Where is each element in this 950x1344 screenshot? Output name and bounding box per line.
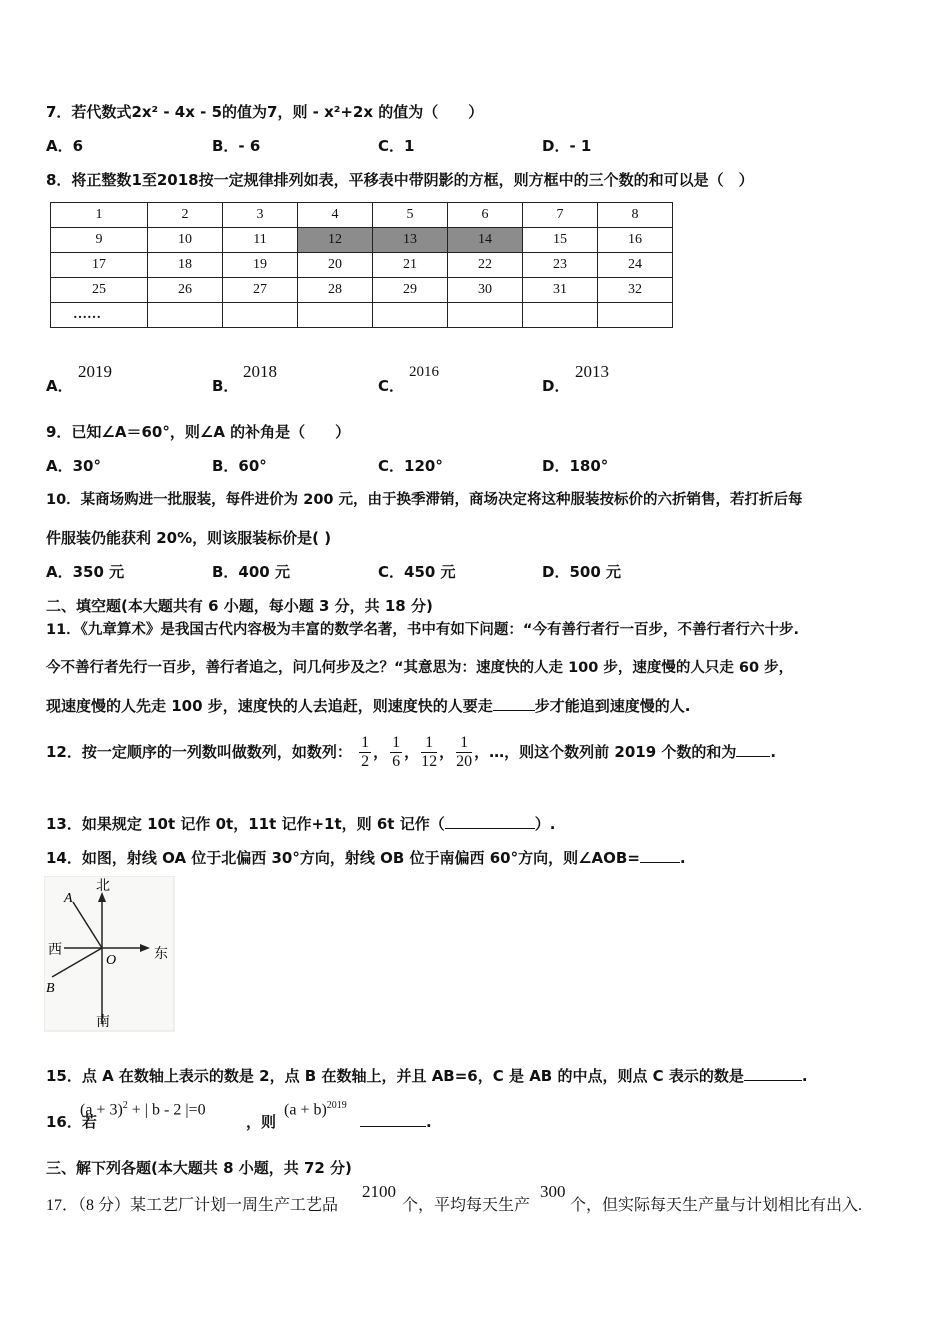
compass-figure bbox=[44, 876, 176, 1032]
fraction-separator: ， bbox=[373, 743, 389, 761]
q12-end: . bbox=[770, 743, 777, 761]
table-cell: 27 bbox=[223, 278, 298, 303]
q7-stem: 7．若代数式2x² - 4x - 5的值为7，则 - x²+2x 的值为（ ） bbox=[46, 103, 484, 121]
table-cell bbox=[373, 303, 448, 328]
fraction-denominator: 6 bbox=[392, 753, 401, 770]
number-table bbox=[50, 202, 673, 328]
q12-suffix: ，…，则这个数列前 2019 个数的和为 bbox=[474, 743, 737, 761]
table-cell bbox=[448, 303, 523, 328]
q9-option-a: A．30° bbox=[46, 457, 101, 475]
q8-option-d-letter: D． bbox=[542, 377, 570, 395]
q14-end: . bbox=[679, 849, 686, 867]
table-cell bbox=[148, 303, 223, 328]
fraction bbox=[359, 734, 371, 771]
q10-line-2: 件服装仍能获利 20%，则该服装标价是( ) bbox=[46, 529, 332, 547]
fraction-separator: ， bbox=[439, 743, 455, 761]
q11-line-3-end: 步才能追到速度慢的人. bbox=[534, 697, 691, 715]
table-cell: 25 bbox=[51, 278, 148, 303]
fraction bbox=[390, 734, 402, 771]
fraction-denominator: 12 bbox=[421, 753, 438, 770]
q17-suffix: 个，但实际每天生产量与计划相比有出入. bbox=[570, 1197, 863, 1214]
point-a-label: A bbox=[64, 891, 73, 906]
q8-option-b-value: 2018 bbox=[243, 362, 277, 381]
shaded-cell: 12 bbox=[298, 228, 373, 253]
q9-option-b: B．60° bbox=[212, 457, 267, 475]
q16-mid: ，则 bbox=[246, 1113, 277, 1131]
q8-stem: 8．将正整数1至2018按一定规律排列如表，平移表中带阴影的方框，则方框中的三个数的和可以是（ ） bbox=[46, 171, 754, 189]
q8-option-b-letter: B． bbox=[212, 377, 239, 395]
q16-target-expression bbox=[284, 1100, 347, 1119]
q12-line bbox=[46, 732, 776, 772]
q7-option-a: A．6 bbox=[46, 137, 84, 155]
table-row bbox=[51, 228, 673, 253]
q8-option-a-value: 2019 bbox=[78, 362, 112, 381]
q8-option-c-letter: C． bbox=[378, 377, 405, 395]
fraction-numerator: 1 bbox=[392, 734, 401, 751]
q17-number-1: 2100 bbox=[362, 1182, 396, 1201]
q9-option-c: C．120° bbox=[378, 457, 443, 475]
table-cell: 15 bbox=[523, 228, 598, 253]
q10-option-b: B．400 元 bbox=[212, 563, 290, 581]
q16-expr-base: (a + 3) bbox=[80, 1101, 123, 1119]
q7-option-c: C．1 bbox=[378, 137, 415, 155]
q15-end: . bbox=[801, 1067, 808, 1085]
table-cell: 8 bbox=[598, 203, 673, 228]
q14-line bbox=[46, 848, 686, 868]
q13-end: ）. bbox=[534, 815, 556, 833]
q10-option-d: D．500 元 bbox=[542, 563, 621, 581]
table-cell: 23 bbox=[523, 253, 598, 278]
q13-text: 13．如果规定 10t 记作 0t，11t 记作+1t，则 6t 记作（ bbox=[46, 815, 445, 833]
q9-option-d: D．180° bbox=[542, 457, 609, 475]
table-cell: 16 bbox=[598, 228, 673, 253]
west-label: 西 bbox=[48, 942, 62, 958]
table-cell: 24 bbox=[598, 253, 673, 278]
q11-line-1: 11．《九章算术》是我国古代内容极为丰富的数学名著，书中有如下问题：“今有善行者行一百步，不善行者行六十步. bbox=[46, 622, 799, 638]
q17-line bbox=[46, 1196, 338, 1216]
shaded-cell: 14 bbox=[448, 228, 523, 253]
table-cell: 2 bbox=[148, 203, 223, 228]
table-cell: 11 bbox=[223, 228, 298, 253]
q10-option-a: A．350 元 bbox=[46, 563, 125, 581]
q7-option-d: D．- 1 bbox=[542, 137, 592, 155]
fraction-numerator: 1 bbox=[456, 734, 472, 753]
q15-line bbox=[46, 1066, 808, 1086]
q16-prefix: 16．若 bbox=[46, 1113, 97, 1131]
table-cell: 26 bbox=[148, 278, 223, 303]
q16-expression bbox=[80, 1100, 206, 1119]
q9-stem: 9．已知∠A＝60°，则∠A 的补角是（ ） bbox=[46, 423, 351, 441]
q16-target-base: (a + b) bbox=[284, 1101, 327, 1119]
q14-text: 14．如图，射线 OA 位于北偏西 30°方向，射线 OB 位于南偏西 60°方向，则∠AOB= bbox=[46, 849, 640, 867]
answer-blank[interactable] bbox=[445, 814, 535, 829]
q17-mid: 个，平均每天生产 bbox=[402, 1197, 531, 1214]
q8-option-c-value: 2016 bbox=[409, 364, 439, 380]
answer-blank[interactable] bbox=[744, 1066, 802, 1081]
q15-text: 15．点 A 在数轴上表示的数是 2，点 B 在数轴上，并且 AB=6，C 是 AB 的中点，则点 C 表示的数是 bbox=[46, 1067, 744, 1085]
q16-expr-exponent: 2 bbox=[122, 1100, 128, 1111]
fraction bbox=[456, 734, 472, 771]
table-cell: 5 bbox=[373, 203, 448, 228]
table-cell: 9 bbox=[51, 228, 148, 253]
q8-option-d-value: 2013 bbox=[575, 362, 609, 381]
east-label: 东 bbox=[154, 946, 168, 962]
q10-line-1: 10．某商场购进一批服装，每件进价为 200 元，由于换季滞销，商场决定将这种服装按标价的六折销售，若打折后每 bbox=[46, 492, 803, 508]
answer-blank[interactable] bbox=[360, 1112, 426, 1127]
table-cell: 28 bbox=[298, 278, 373, 303]
table-cell: 21 bbox=[373, 253, 448, 278]
q16-answer bbox=[360, 1112, 432, 1132]
q17-number-2: 300 bbox=[540, 1182, 566, 1201]
fraction-separator: ， bbox=[404, 743, 420, 761]
answer-blank[interactable] bbox=[736, 742, 770, 757]
q8-option-a-letter: A． bbox=[46, 377, 73, 395]
table-cell: 4 bbox=[298, 203, 373, 228]
table-cell: 17 bbox=[51, 253, 148, 278]
section-3-heading: 三、解下列各题(本大题共 8 小题，共 72 分) bbox=[46, 1159, 352, 1177]
table-cell bbox=[523, 303, 598, 328]
q16-expr-rest: + | b - 2 |=0 bbox=[127, 1101, 206, 1119]
fraction-numerator: 1 bbox=[361, 734, 370, 751]
table-row bbox=[51, 278, 673, 303]
point-b-label: B bbox=[46, 981, 55, 996]
q16-target-exponent: 2019 bbox=[326, 1100, 347, 1111]
q11-line-2: 今不善行者先行一百步，善行者追之，问几何步及之？“其意思为：速度快的人走 100 步，速度慢的人只走 60 步， bbox=[46, 660, 794, 676]
fraction-numerator: 1 bbox=[421, 734, 437, 753]
table-cell: 19 bbox=[223, 253, 298, 278]
answer-blank[interactable] bbox=[493, 696, 535, 711]
q17-prefix: 17．（8 分）某工艺厂计划一周生产工艺品 bbox=[46, 1197, 339, 1214]
point-o-label: O bbox=[106, 953, 117, 968]
table-cell: 3 bbox=[223, 203, 298, 228]
table-cell: 6 bbox=[448, 203, 523, 228]
table-cell bbox=[598, 303, 673, 328]
q7-option-b: B．- 6 bbox=[212, 137, 261, 155]
table-cell: …… bbox=[51, 303, 148, 328]
table-cell: 22 bbox=[448, 253, 523, 278]
section-2-heading: 二、填空题(本大题共有 6 小题，每小题 3 分，共 18 分) bbox=[46, 597, 433, 615]
table-cell bbox=[223, 303, 298, 328]
table-cell: 18 bbox=[148, 253, 223, 278]
table-cell bbox=[298, 303, 373, 328]
table-cell: 29 bbox=[373, 278, 448, 303]
table-cell: 10 bbox=[148, 228, 223, 253]
table-row bbox=[51, 253, 673, 278]
q12-prefix: 12．按一定顺序的一列数叫做数列，如数列： bbox=[46, 743, 352, 761]
fraction bbox=[421, 734, 437, 771]
fraction-denominator: 20 bbox=[456, 753, 473, 770]
table-cell: 31 bbox=[523, 278, 598, 303]
table-cell: 30 bbox=[448, 278, 523, 303]
table-cell: 32 bbox=[598, 278, 673, 303]
q11-line-3 bbox=[46, 696, 690, 716]
table-cell: 20 bbox=[298, 253, 373, 278]
shaded-cell: 13 bbox=[373, 228, 448, 253]
south-label: 南 bbox=[96, 1014, 110, 1030]
table-row bbox=[51, 203, 673, 228]
q10-option-c: C．450 元 bbox=[378, 563, 456, 581]
table-row bbox=[51, 303, 673, 328]
q13-line bbox=[46, 814, 555, 834]
table-cell: 1 bbox=[51, 203, 148, 228]
q16-end: . bbox=[426, 1113, 432, 1131]
table-cell: 7 bbox=[523, 203, 598, 228]
q11-line-3-start: 现速度慢的人先走 100 步，速度快的人去追赶，则速度快的人要走 bbox=[46, 697, 493, 715]
answer-blank[interactable] bbox=[640, 848, 680, 863]
north-label: 北 bbox=[96, 878, 110, 894]
fraction-denominator: 2 bbox=[361, 753, 370, 770]
